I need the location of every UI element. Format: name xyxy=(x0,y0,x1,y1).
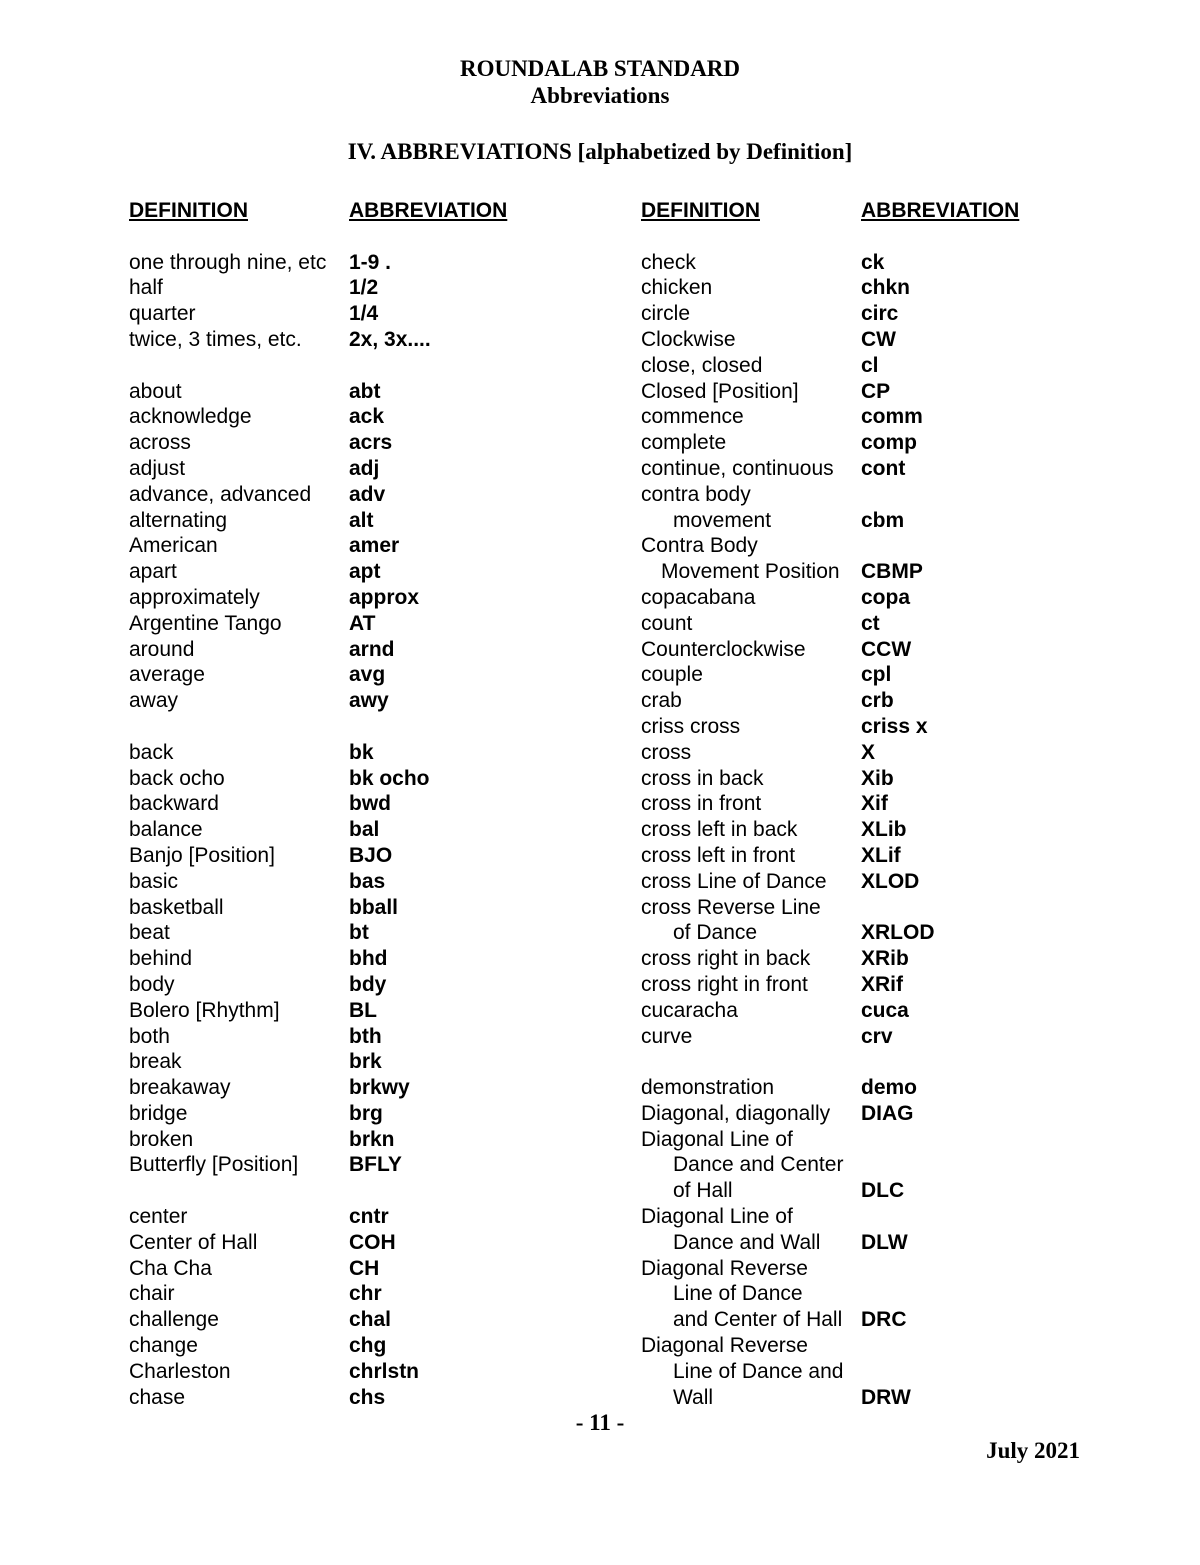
abbreviation-entry xyxy=(641,714,1121,740)
definition-text: cross xyxy=(641,740,692,764)
abbreviation-text: XRLOD xyxy=(861,921,935,945)
abbreviation-text: comm xyxy=(861,405,923,429)
abbreviation-entry xyxy=(129,662,609,688)
abbreviation-text: chal xyxy=(349,1308,392,1332)
abbreviation-entry xyxy=(641,1281,1121,1307)
abbreviation-text: avg xyxy=(349,663,386,687)
abbreviation-text: brg xyxy=(349,1101,383,1125)
definition-text: cross in back xyxy=(641,766,764,790)
definition-text: Clockwise xyxy=(641,327,736,351)
abbreviation-text: chkn xyxy=(861,276,911,300)
definition-text: beat xyxy=(129,921,170,945)
abbreviation-entry xyxy=(641,1024,1121,1050)
abbreviation-text: bt xyxy=(349,921,369,945)
abbreviation-entry xyxy=(129,1359,609,1385)
abbreviation-text: ct xyxy=(861,611,880,635)
definition-text: criss cross xyxy=(641,714,741,738)
abbreviation-text: CCW xyxy=(861,637,912,661)
definition-text: challenge xyxy=(129,1308,219,1332)
abbreviation-entry xyxy=(641,1230,1121,1256)
abbreviation-text: BFLY xyxy=(349,1153,402,1177)
definition-header: DEFINITION xyxy=(641,199,760,222)
definition-text: check xyxy=(641,250,696,274)
abbreviation-text: XRif xyxy=(861,972,903,996)
abbreviation-text: 1/4 xyxy=(349,302,379,326)
abbreviation-entry xyxy=(641,740,1121,766)
abbreviation-text: adv xyxy=(349,482,386,506)
definition-text: curve xyxy=(641,1024,693,1048)
definition-text: of Dance xyxy=(673,921,758,945)
definition-text: approximately xyxy=(129,585,260,609)
revision-date: July 2021 xyxy=(986,1438,1080,1463)
abbreviation-entry xyxy=(641,766,1121,792)
definition-text: across xyxy=(129,431,191,455)
definition-text xyxy=(129,1178,349,1204)
definition-text: center xyxy=(129,1205,188,1229)
abbreviation-entry xyxy=(641,1075,1121,1101)
abbreviation-entry xyxy=(641,1333,1121,1359)
abbreviation-entry xyxy=(641,662,1121,688)
definition-text: cross left in front xyxy=(641,843,796,867)
abbreviation-entry xyxy=(129,1024,609,1050)
abbreviation-entry xyxy=(129,869,609,895)
right-column xyxy=(641,198,1121,1410)
definition-text: both xyxy=(129,1024,170,1048)
definition-text: Line of Dance xyxy=(673,1282,803,1306)
definition-text: average xyxy=(129,663,205,687)
definition-text: couple xyxy=(641,663,703,687)
abbreviation-entry xyxy=(129,791,609,817)
definition-text: back xyxy=(129,740,174,764)
abbreviation-entry xyxy=(129,843,609,869)
abbreviation-entry xyxy=(129,353,609,379)
abbreviation-entry xyxy=(641,250,1121,276)
column-header-row xyxy=(641,198,1121,224)
abbreviation-entry xyxy=(641,688,1121,714)
abbreviation-text: bal xyxy=(349,818,380,842)
definition-text: chair xyxy=(129,1282,175,1306)
abbreviation-text: arnd xyxy=(349,637,395,661)
abbreviation-entry xyxy=(129,250,609,276)
abbreviation-text: criss x xyxy=(861,714,928,738)
abbreviation-entry xyxy=(129,1127,609,1153)
definition-text: Diagonal Line of xyxy=(641,1205,793,1229)
definition-text xyxy=(129,224,349,250)
definition-text: Closed [Position] xyxy=(641,379,799,403)
section-heading: IV. ABBREVIATIONS [alphabetized by Definition] xyxy=(347,139,853,164)
abbreviation-text: bball xyxy=(349,895,399,919)
definition-text: chicken xyxy=(641,276,713,300)
definition-text: Center of Hall xyxy=(129,1230,258,1254)
abbreviation-entry xyxy=(129,1101,609,1127)
abbreviation-entry xyxy=(129,920,609,946)
definition-text: cross Line of Dance xyxy=(641,869,827,893)
abbreviation-text: BL xyxy=(349,998,377,1022)
abbreviation-text: chrlstn xyxy=(349,1359,420,1383)
abbreviation-entry xyxy=(641,843,1121,869)
abbreviation-text: bas xyxy=(349,869,386,893)
abbreviation-entry xyxy=(129,817,609,843)
abbreviation-text: DLC xyxy=(861,1179,905,1203)
definition-text: close, closed xyxy=(641,353,763,377)
abbreviation-entry xyxy=(641,972,1121,998)
abbreviation-entry xyxy=(129,456,609,482)
definition-text: and Center of Hall xyxy=(673,1308,843,1332)
abbreviation-text: copa xyxy=(861,585,911,609)
abbreviation-text: cpl xyxy=(861,663,892,687)
left-column xyxy=(129,198,609,1410)
abbreviation-entry xyxy=(641,224,1121,250)
abbreviation-entry xyxy=(129,327,609,353)
abbreviation-text: X xyxy=(861,740,876,764)
abbreviation-entry xyxy=(129,714,609,740)
abbreviation-text: bhd xyxy=(349,947,388,971)
abbreviation-entry xyxy=(129,585,609,611)
abbreviation-entry xyxy=(129,379,609,405)
abbreviation-entry xyxy=(641,379,1121,405)
abbreviation-header: ABBREVIATION xyxy=(349,199,508,222)
definition-text: Charleston xyxy=(129,1359,231,1383)
abbreviation-entry xyxy=(129,1075,609,1101)
abbreviation-text: AT xyxy=(349,611,376,635)
definition-text: American xyxy=(129,534,218,558)
definition-text xyxy=(641,224,861,250)
abbreviation-entry xyxy=(641,1385,1121,1411)
definition-text: broken xyxy=(129,1127,194,1151)
abbreviation-text: XLOD xyxy=(861,869,920,893)
abbreviation-text: XLib xyxy=(861,818,907,842)
abbreviation-entry xyxy=(129,972,609,998)
abbreviation-text: crb xyxy=(861,689,894,713)
definition-text: bridge xyxy=(129,1101,188,1125)
abbreviation-text: cntr xyxy=(349,1205,389,1229)
definition-text: Movement Position xyxy=(661,560,840,584)
abbreviation-text: amer xyxy=(349,534,400,558)
abbreviation-entry xyxy=(641,353,1121,379)
abbreviation-entry xyxy=(641,869,1121,895)
definition-text: circle xyxy=(641,302,691,326)
abbreviation-entry xyxy=(641,456,1121,482)
abbreviation-text: comp xyxy=(861,431,918,455)
definition-text: advance, advanced xyxy=(129,482,312,506)
abbreviation-entry xyxy=(641,1204,1121,1230)
abbreviation-entry xyxy=(129,637,609,663)
abbreviation-entry xyxy=(129,998,609,1024)
abbreviation-entry xyxy=(129,533,609,559)
definition-text: crab xyxy=(641,689,682,713)
definition-text: basketball xyxy=(129,895,224,919)
definition-text: copacabana xyxy=(641,585,756,609)
abbreviation-text: alt xyxy=(349,508,374,532)
left-entries xyxy=(129,224,609,1411)
definition-text: Diagonal Reverse xyxy=(641,1334,808,1358)
abbreviation-entry xyxy=(129,1230,609,1256)
definition-text: half xyxy=(129,276,163,300)
abbreviation-entry xyxy=(641,301,1121,327)
abbreviation-entry xyxy=(641,327,1121,353)
abbreviation-entry xyxy=(641,611,1121,637)
abbreviation-entry xyxy=(641,482,1121,508)
abbreviation-entry xyxy=(129,1049,609,1075)
abbreviation-text: bth xyxy=(349,1024,382,1048)
definition-text: movement xyxy=(673,508,772,532)
abbreviation-text: cont xyxy=(861,456,906,480)
abbreviation-entry xyxy=(641,585,1121,611)
abbreviation-text: crv xyxy=(861,1024,893,1048)
abbreviation-text: CW xyxy=(861,327,896,351)
definition-text: cross left in back xyxy=(641,818,798,842)
abbreviation-entry xyxy=(129,895,609,921)
abbreviation-entry xyxy=(641,533,1121,559)
abbreviation-entry xyxy=(641,275,1121,301)
definition-text: Diagonal Line of xyxy=(641,1127,793,1151)
abbreviation-text: COH xyxy=(349,1230,396,1254)
definition-text: Line of Dance and xyxy=(673,1359,844,1383)
right-entries xyxy=(641,224,1121,1411)
definition-text: demonstration xyxy=(641,1076,775,1100)
definition-text: behind xyxy=(129,947,193,971)
definition-text xyxy=(129,353,349,379)
definition-text: Dance and Center xyxy=(673,1153,844,1177)
abbreviation-text: bk xyxy=(349,740,374,764)
abbreviation-text: XLif xyxy=(861,843,901,867)
abbreviation-text: CBMP xyxy=(861,560,923,584)
definition-text: one through nine, etc xyxy=(129,250,327,274)
abbreviation-entry xyxy=(641,1359,1121,1385)
definition-text: twice, 3 times, etc. xyxy=(129,327,302,351)
abbreviation-text: demo xyxy=(861,1076,918,1100)
definition-text: count xyxy=(641,611,693,635)
abbreviation-entry xyxy=(641,998,1121,1024)
abbreviation-text: bk ocho xyxy=(349,766,430,790)
column-header-row xyxy=(129,198,609,224)
abbreviation-entry xyxy=(129,1333,609,1359)
definition-text: Cha Cha xyxy=(129,1256,212,1280)
abbreviation-text: 2x, 3x.... xyxy=(349,327,431,351)
definition-text: apart xyxy=(129,560,177,584)
abbreviation-entry xyxy=(129,611,609,637)
abbreviation-text: circ xyxy=(861,302,899,326)
abbreviation-text: Xif xyxy=(861,792,888,816)
abbreviation-text: DRC xyxy=(861,1308,907,1332)
definition-text: adjust xyxy=(129,456,186,480)
abbreviation-entry xyxy=(129,404,609,430)
abbreviation-text: cuca xyxy=(861,998,909,1022)
abbreviation-entry xyxy=(641,404,1121,430)
definition-text: quarter xyxy=(129,302,196,326)
abbreviation-entry xyxy=(129,1385,609,1411)
definition-text: Butterfly [Position] xyxy=(129,1153,299,1177)
abbreviation-entry xyxy=(641,1101,1121,1127)
abbreviation-entry xyxy=(641,895,1121,921)
document-title: ROUNDALAB STANDARD xyxy=(459,56,741,81)
abbreviation-text: DIAG xyxy=(861,1101,914,1125)
definition-text xyxy=(641,1049,861,1075)
abbreviation-entry xyxy=(129,766,609,792)
abbreviation-text: cbm xyxy=(861,508,905,532)
abbreviation-text: DRW xyxy=(861,1385,911,1409)
abbreviation-text: abt xyxy=(349,379,381,403)
definition-header: DEFINITION xyxy=(129,199,248,222)
abbreviation-entry xyxy=(129,301,609,327)
abbreviation-entry xyxy=(129,688,609,714)
abbreviation-entry xyxy=(129,740,609,766)
abbreviation-text: Xib xyxy=(861,766,894,790)
abbreviation-text: 1-9 . xyxy=(349,250,392,274)
definition-text: balance xyxy=(129,818,203,842)
abbreviation-entry xyxy=(641,1127,1121,1153)
definition-text: commence xyxy=(641,405,744,429)
definition-text: Wall xyxy=(673,1385,714,1409)
abbreviation-text: bdy xyxy=(349,972,387,996)
definition-text: of Hall xyxy=(673,1179,733,1203)
abbreviation-entry xyxy=(129,559,609,585)
definition-text: Bolero [Rhythm] xyxy=(129,998,280,1022)
definition-text: chase xyxy=(129,1385,186,1409)
abbreviation-text: brkwy xyxy=(349,1076,410,1100)
abbreviation-entry xyxy=(129,275,609,301)
definition-text: cross Reverse Line xyxy=(641,895,821,919)
abbreviation-text: apt xyxy=(349,560,381,584)
definition-text: Contra Body xyxy=(641,534,758,558)
abbreviation-text: CH xyxy=(349,1256,380,1280)
definition-text: acknowledge xyxy=(129,405,252,429)
abbreviation-text: approx xyxy=(349,585,420,609)
abbreviation-entry xyxy=(129,482,609,508)
abbreviation-text: brk xyxy=(349,1050,382,1074)
definition-text: breakaway xyxy=(129,1076,231,1100)
definition-text: back ocho xyxy=(129,766,225,790)
definition-text: change xyxy=(129,1334,198,1358)
abbreviation-text: acrs xyxy=(349,431,393,455)
abbreviation-entry xyxy=(641,946,1121,972)
abbreviation-text: ack xyxy=(349,405,385,429)
document-subtitle: Abbreviations xyxy=(530,83,670,108)
abbreviation-text: chs xyxy=(349,1385,386,1409)
abbreviation-entry xyxy=(641,430,1121,456)
definition-text: Argentine Tango xyxy=(129,611,282,635)
abbreviation-entry xyxy=(641,817,1121,843)
definition-text: Diagonal, diagonally xyxy=(641,1101,831,1125)
abbreviation-text: adj xyxy=(349,456,380,480)
abbreviation-header: ABBREVIATION xyxy=(861,199,1020,222)
abbreviation-entry xyxy=(641,791,1121,817)
abbreviation-entry xyxy=(641,1256,1121,1282)
abbreviation-entry xyxy=(641,559,1121,585)
definition-text: backward xyxy=(129,792,219,816)
definition-text: alternating xyxy=(129,508,228,532)
abbreviation-text: bwd xyxy=(349,792,391,816)
abbreviation-text: CP xyxy=(861,379,891,403)
abbreviation-entry xyxy=(129,1256,609,1282)
abbreviation-text: awy xyxy=(349,689,389,713)
abbreviation-entry xyxy=(641,1307,1121,1333)
definition-text: basic xyxy=(129,869,179,893)
abbreviation-entry xyxy=(641,1178,1121,1204)
definition-text: around xyxy=(129,637,195,661)
abbreviation-text: brkn xyxy=(349,1127,395,1151)
definition-text: complete xyxy=(641,431,727,455)
abbreviation-entry xyxy=(641,637,1121,663)
abbreviation-entry xyxy=(129,1307,609,1333)
definition-text: about xyxy=(129,379,182,403)
abbreviation-entry xyxy=(129,1152,609,1178)
abbreviation-text: chg xyxy=(349,1334,387,1358)
abbreviation-text: BJO xyxy=(349,843,393,867)
definition-text: Banjo [Position] xyxy=(129,843,275,867)
abbreviation-entry xyxy=(129,946,609,972)
abbreviation-entry xyxy=(129,1178,609,1204)
definition-text: continue, continuous xyxy=(641,456,834,480)
abbreviation-entry xyxy=(129,224,609,250)
abbreviation-text: XRib xyxy=(861,947,909,971)
definition-text xyxy=(129,714,349,740)
definition-text: contra body xyxy=(641,482,751,506)
definition-text: cross in front xyxy=(641,792,762,816)
definition-text: away xyxy=(129,689,179,713)
abbreviation-text: chr xyxy=(349,1282,382,1306)
abbreviation-entry xyxy=(641,920,1121,946)
abbreviation-entry xyxy=(641,1152,1121,1178)
definition-text: cross right in back xyxy=(641,947,811,971)
definition-text: Counterclockwise xyxy=(641,637,806,661)
abbreviation-text: ck xyxy=(861,250,885,274)
abbreviation-entry xyxy=(129,508,609,534)
abbreviation-text: cl xyxy=(861,353,879,377)
abbreviation-entry xyxy=(129,1204,609,1230)
definition-text: Dance and Wall xyxy=(673,1230,821,1254)
abbreviation-text: 1/2 xyxy=(349,276,379,300)
abbreviation-entry xyxy=(129,430,609,456)
definition-text: cross right in front xyxy=(641,972,808,996)
abbreviation-entry xyxy=(129,1281,609,1307)
abbreviation-text: DLW xyxy=(861,1230,908,1254)
abbreviation-entry xyxy=(641,508,1121,534)
abbreviation-entry xyxy=(641,1049,1121,1075)
definition-text: break xyxy=(129,1050,182,1074)
definition-text: cucaracha xyxy=(641,998,738,1022)
page-number: - 11 - xyxy=(575,1410,625,1435)
definition-text: body xyxy=(129,972,175,996)
definition-text: Diagonal Reverse xyxy=(641,1256,808,1280)
